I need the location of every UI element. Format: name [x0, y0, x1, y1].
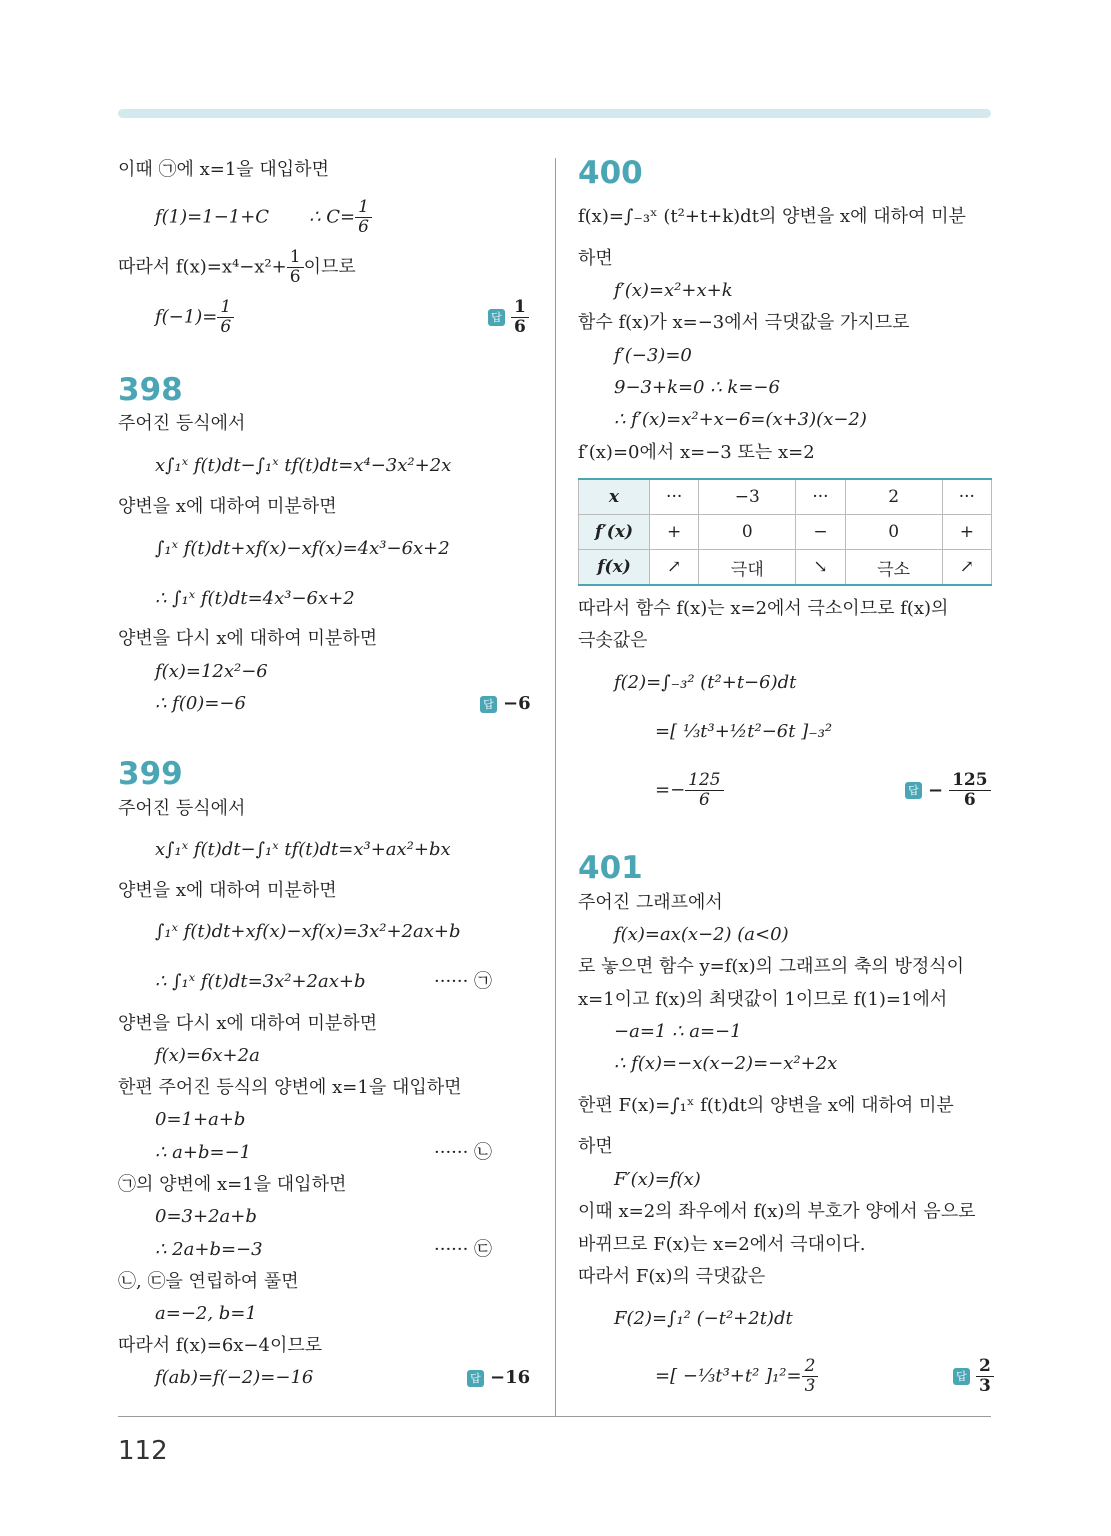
page-number: 112: [118, 1436, 168, 1466]
p401-line: 로 놓으면 함수 y=f(x)의 그래프의 축의 방정식이: [578, 956, 965, 977]
intro-line-1: 이때 ㉠에 x=1을 대입하면: [118, 159, 329, 180]
p398-line: ∴ ∫₁ˣ f(t)dt=4x³−6x+2: [155, 588, 355, 609]
p401-line: F(2)=∫₁² (−t²+2t)dt: [614, 1308, 793, 1329]
problem-number-400: 400: [578, 155, 643, 191]
fraction: $\frac{125}{6}$: [685, 771, 723, 810]
p399-line: 따라서 f(x)=6x−4이므로: [118, 1335, 323, 1356]
p398-line: ∫₁ˣ f(t)dt+xf(x)−xf(x)=4x³−6x+2: [155, 538, 450, 559]
p399-line: ∴ 2a+b=−3: [155, 1239, 263, 1260]
answer-tag: 답: [905, 782, 922, 799]
p399-line: ∫₁ˣ f(t)dt+xf(x)−xf(x)=3x²+2ax+b: [155, 921, 461, 942]
p400-line: f(x)=∫₋₃ˣ (t²+t+k)dt의 양변을 x에 대하여 미분: [578, 206, 966, 227]
marker-1: ······ ㉠: [434, 971, 493, 992]
table-cell: −3: [699, 479, 796, 515]
p400-line: 극솟값은: [578, 630, 648, 651]
p399-line: ∴ ∫₁ˣ f(t)dt=3x²+2ax+b: [155, 971, 366, 992]
answer-401: 답 $\frac{2}{3}$: [953, 1357, 994, 1396]
p400-line: 하면: [578, 248, 613, 269]
p400-line: 따라서 함수 f(x)는 x=2에서 극소이므로 f(x)의: [578, 598, 949, 619]
p401-line: 따라서 F(x)의 극댓값은: [578, 1266, 766, 1287]
p399-line: 양변을 x에 대하여 미분하면: [118, 880, 337, 901]
p401-line: f(x)=ax(x−2) (a<0): [614, 924, 789, 945]
p399-line: ㉠의 양변에 x=1을 대입하면: [118, 1174, 347, 1195]
p401-line: 하면: [578, 1136, 613, 1157]
table-cell: 0: [845, 515, 942, 550]
p400-line: =− $\frac{125}{6}$: [655, 771, 724, 810]
p401-line: 주어진 그래프에서: [578, 892, 723, 913]
p400-line: f′(x)=0에서 x=−3 또는 x=2: [578, 442, 815, 463]
p399-line: f(ab)=f(−2)=−16: [155, 1367, 314, 1388]
p401-line: =[ −⅓t³+t² ]₁²= $\frac{2}{3}$: [655, 1357, 818, 1396]
table-row: [579, 479, 992, 515]
table-cell: ↗: [942, 550, 991, 586]
footer-rule: [118, 1416, 991, 1417]
answer-398: 답 −6: [480, 692, 531, 716]
problem-number-398: 398: [118, 372, 183, 408]
p401-line: 한편 F(x)=∫₁ˣ f(t)dt의 양변을 x에 대하여 미분: [578, 1095, 954, 1116]
table-cell: ↘: [796, 550, 845, 586]
p398-line: ∴ f(0)=−6: [155, 693, 246, 714]
p401-line: F′(x)=f(x): [614, 1169, 701, 1190]
p401-line: −a=1 ∴ a=−1: [614, 1021, 742, 1042]
p399-line: 주어진 등식에서: [118, 798, 246, 819]
p400-line: f(2)=∫₋₃² (t²+t−6)dt: [614, 672, 797, 693]
answer-intro: 답 $\frac{1}{6}$: [488, 298, 529, 337]
table-cell: ···: [650, 479, 699, 515]
intro-line-2: f(1)=1−1+C ∴ C= $\frac{1}{6}$: [155, 198, 372, 237]
table-row: [579, 515, 992, 550]
p399-line: 한편 주어진 등식의 양변에 x=1을 대입하면: [118, 1077, 462, 1098]
answer-tag: 답: [488, 309, 505, 326]
table-cell: ···: [796, 479, 845, 515]
p399-line: a=−2, b=1: [155, 1303, 257, 1324]
problem-number-401: 401: [578, 850, 643, 886]
p399-line: 0=3+2a+b: [155, 1206, 257, 1227]
p400-line: =[ ⅓t³+½t²−6t ]₋₃²: [655, 721, 833, 742]
p398-line: 양변을 다시 x에 대하여 미분하면: [118, 628, 378, 649]
answer-tag: 답: [953, 1368, 970, 1385]
table-cell: −: [796, 515, 845, 550]
p400-line: f′(−3)=0: [614, 345, 692, 366]
table-cell: +: [650, 515, 699, 550]
p400-line: 9−3+k=0 ∴ k=−6: [614, 377, 780, 398]
p399-line: ㉡, ㉢을 연립하여 풀면: [118, 1271, 299, 1292]
answer-400: 답 − $\frac{125}{6}$: [905, 771, 991, 810]
table-cell: f′(x): [579, 515, 650, 550]
table-cell: +: [942, 515, 991, 550]
p398-line: f(x)=12x²−6: [155, 661, 268, 682]
p398-line: x∫₁ˣ f(t)dt−∫₁ˣ tf(t)dt=x⁴−3x²+2x: [155, 455, 452, 476]
table-cell: ···: [942, 479, 991, 515]
table-cell: 극소: [845, 550, 942, 586]
fraction: $\frac{2}{3}$: [802, 1357, 819, 1396]
table-cell: x: [579, 479, 650, 515]
table-cell: ↗: [650, 550, 699, 586]
marker-2: ······ ㉡: [434, 1142, 493, 1163]
table-cell: f(x): [579, 550, 650, 586]
p399-line: x∫₁ˣ f(t)dt−∫₁ˣ tf(t)dt=x³+ax²+bx: [155, 839, 451, 860]
column-divider: [555, 158, 556, 1416]
intro-line-3: 따라서 f(x)=x⁴−x²+ $\frac{1}{6}$ 이므로: [118, 247, 356, 287]
table-cell: 2: [845, 479, 942, 515]
p400-line: 함수 f(x)가 x=−3에서 극댓값을 가지므로: [578, 312, 910, 333]
answer-399: 답 −16: [467, 1366, 530, 1390]
marker-3: ······ ㉢: [434, 1239, 493, 1260]
fraction: $\frac{1}{6}$: [217, 298, 234, 337]
p400-line: ∴ f′(x)=x²+x−6=(x+3)(x−2): [614, 409, 867, 430]
p401-line: ∴ f(x)=−x(x−2)=−x²+2x: [614, 1053, 838, 1074]
answer-tag: 답: [467, 1370, 484, 1387]
p399-line: ∴ a+b=−1: [155, 1142, 252, 1163]
p398-line: 양변을 x에 대하여 미분하면: [118, 496, 337, 517]
p399-line: f(x)=6x+2a: [155, 1045, 260, 1066]
p401-line: x=1이고 f(x)의 최댓값이 1이므로 f(1)=1에서: [578, 989, 948, 1010]
table-cell: 극대: [699, 550, 796, 586]
p400-line: f′(x)=x²+x+k: [614, 280, 733, 301]
p401-line: 이때 x=2의 좌우에서 f(x)의 부호가 양에서 음으로: [578, 1201, 976, 1222]
header-bar: [118, 109, 991, 118]
p399-line: 0=1+a+b: [155, 1109, 246, 1130]
answer-tag: 답: [480, 696, 497, 713]
sign-table: [578, 478, 992, 586]
fraction: $\frac{1}{6}$: [355, 198, 372, 237]
p398-line: 주어진 등식에서: [118, 413, 246, 434]
p401-line: 바뀌므로 F(x)는 x=2에서 극대이다.: [578, 1234, 866, 1255]
table-cell: 0: [699, 515, 796, 550]
fraction: $\frac{1}{6}$: [287, 248, 304, 287]
table-row: [579, 550, 992, 586]
problem-number-399: 399: [118, 756, 183, 792]
intro-line-4: f(−1)= $\frac{1}{6}$: [155, 298, 234, 337]
p399-line: 양변을 다시 x에 대하여 미분하면: [118, 1013, 378, 1034]
